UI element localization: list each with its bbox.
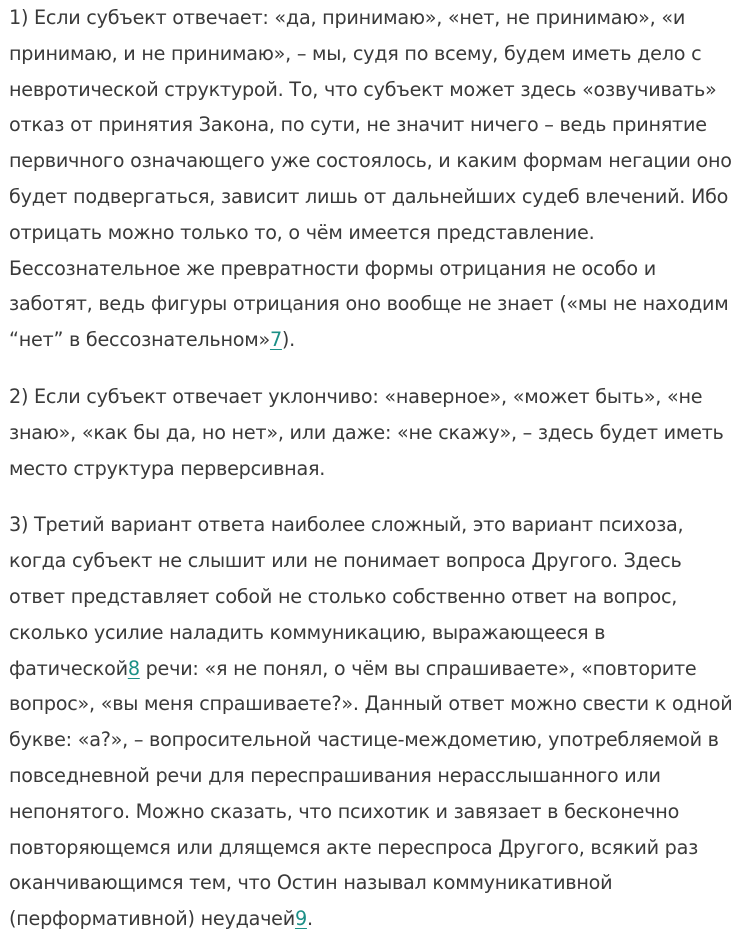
paragraph-psychosis [9, 507, 741, 937]
paragraph-perversion [9, 379, 741, 486]
paragraph-text-end: ). [281, 328, 296, 352]
paragraph-text-middle: речи: «я не понял, о чём вы спрашиваете», «повторите вопрос», «вы меня спрашиваете?». Данный ответ можно свести к одной букве: «а?», – вопросительной частице-междометию, употребляемой в повседневной речи для переспрашивания нерасслышанного или непонятого. Можно сказать, что психотик и завязает в бесконечно повторяющемся или длящемся акте переспроса Другого, всякий раз оканчивающимся тем, что Остин называл коммуникативной (перформативной) неудачей [9, 656, 733, 931]
paragraph-text: 1) Если субъект отвечает: «да, принимаю», «нет, не принимаю», «и принимаю, и не принимаю», – мы, судя по всему, будем иметь дело с невротической структурой. То, что субъект может здесь «озвучивать» отказ от принятия Закона, по сути, не значит ничего – ведь принятие первичного означающего уже состоялось, и каким формам негации оно будет подвергаться, зависит лишь от дальнейших судеб влечений. Ибо отрицать можно только то, о чём имеется представление. Бессознательное же превратности формы отрицания не особо и заботят, ведь фигуры отрицания оно вообще не знает («мы не находим “нет” в бессознательном» [9, 6, 732, 352]
article-body [9, 0, 741, 937]
paragraph-text: 2) Если субъект отвечает уклончиво: «наверное», «может быть», «не знаю», «как бы да, но нет», или даже: «не скажу», – здесь будет иметь место структура перверсивная. [9, 384, 724, 480]
footnote-link-9[interactable]: 9 [294, 907, 307, 931]
paragraph-text: 3) Третий вариант ответа наиболее сложный, это вариант психоза, когда субъект не слышит или не понимает вопроса Другого. Здесь ответ представляет собой не столько собственно ответ на вопрос, сколько усилие наладить коммуникацию, выражающееся в фатической [9, 513, 684, 680]
paragraph-neurosis [9, 0, 741, 358]
footnote-link-7[interactable]: 7 [269, 328, 282, 352]
footnote-link-8[interactable]: 8 [127, 656, 140, 680]
paragraph-text-end: . [306, 907, 313, 931]
